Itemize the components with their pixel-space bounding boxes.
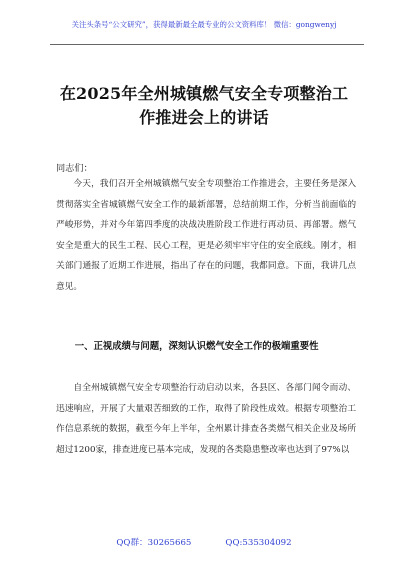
header-banner: 关注头条号“公文研究”，获得最新最全最专业的公文资料库！ 微信：gongwenyj bbox=[71, 20, 337, 29]
document-title: 在2025年全州城镇燃气安全专项整治工作推进会上的讲话 bbox=[59, 84, 349, 127]
paragraph-section-1: 自全州城镇燃气安全专项整治行动启动以来，各县区、各部门闻令而动、迅速响应，开展了大量艰苦细致的工作，取得了阶段性成效。根据专项整治工作信息系统的数据，截至今年上半年，全州累计排查各类燃气相关企业及场所超过1200家，排查进度已基本完成，发现的各类隐患整改率也达到了97%以 bbox=[56, 383, 356, 455]
salutation: 同志们： bbox=[56, 163, 93, 174]
section-heading-1: 一、正视成绩与问题，深刻认识燃气安全工作的极端重要性 bbox=[74, 341, 319, 352]
footer-contact bbox=[0, 536, 408, 548]
header-divider bbox=[50, 44, 364, 45]
paragraph-intro: 今天，我们召开全州城镇燃气安全专项整治工作推进会，主要任务是深入贯彻落实全省城镇燃气安全工作的最新部署，总结前期工作，分析当前面临的严峻形势，并对今年第四季度的决战决胜阶段工作进行再动员、再部署。燃气安全是重大的民生工程、民心工程，更是必须牢牢守住的安全底线。刚才，相关部门通报了近期工作进展，指出了存在的问题，我都同意。下面，我讲几点意见。 bbox=[56, 179, 356, 292]
footer-qq-group: QQ群：30265665 bbox=[116, 538, 192, 548]
footer-qq-number: QQ:535304092 bbox=[225, 538, 292, 548]
